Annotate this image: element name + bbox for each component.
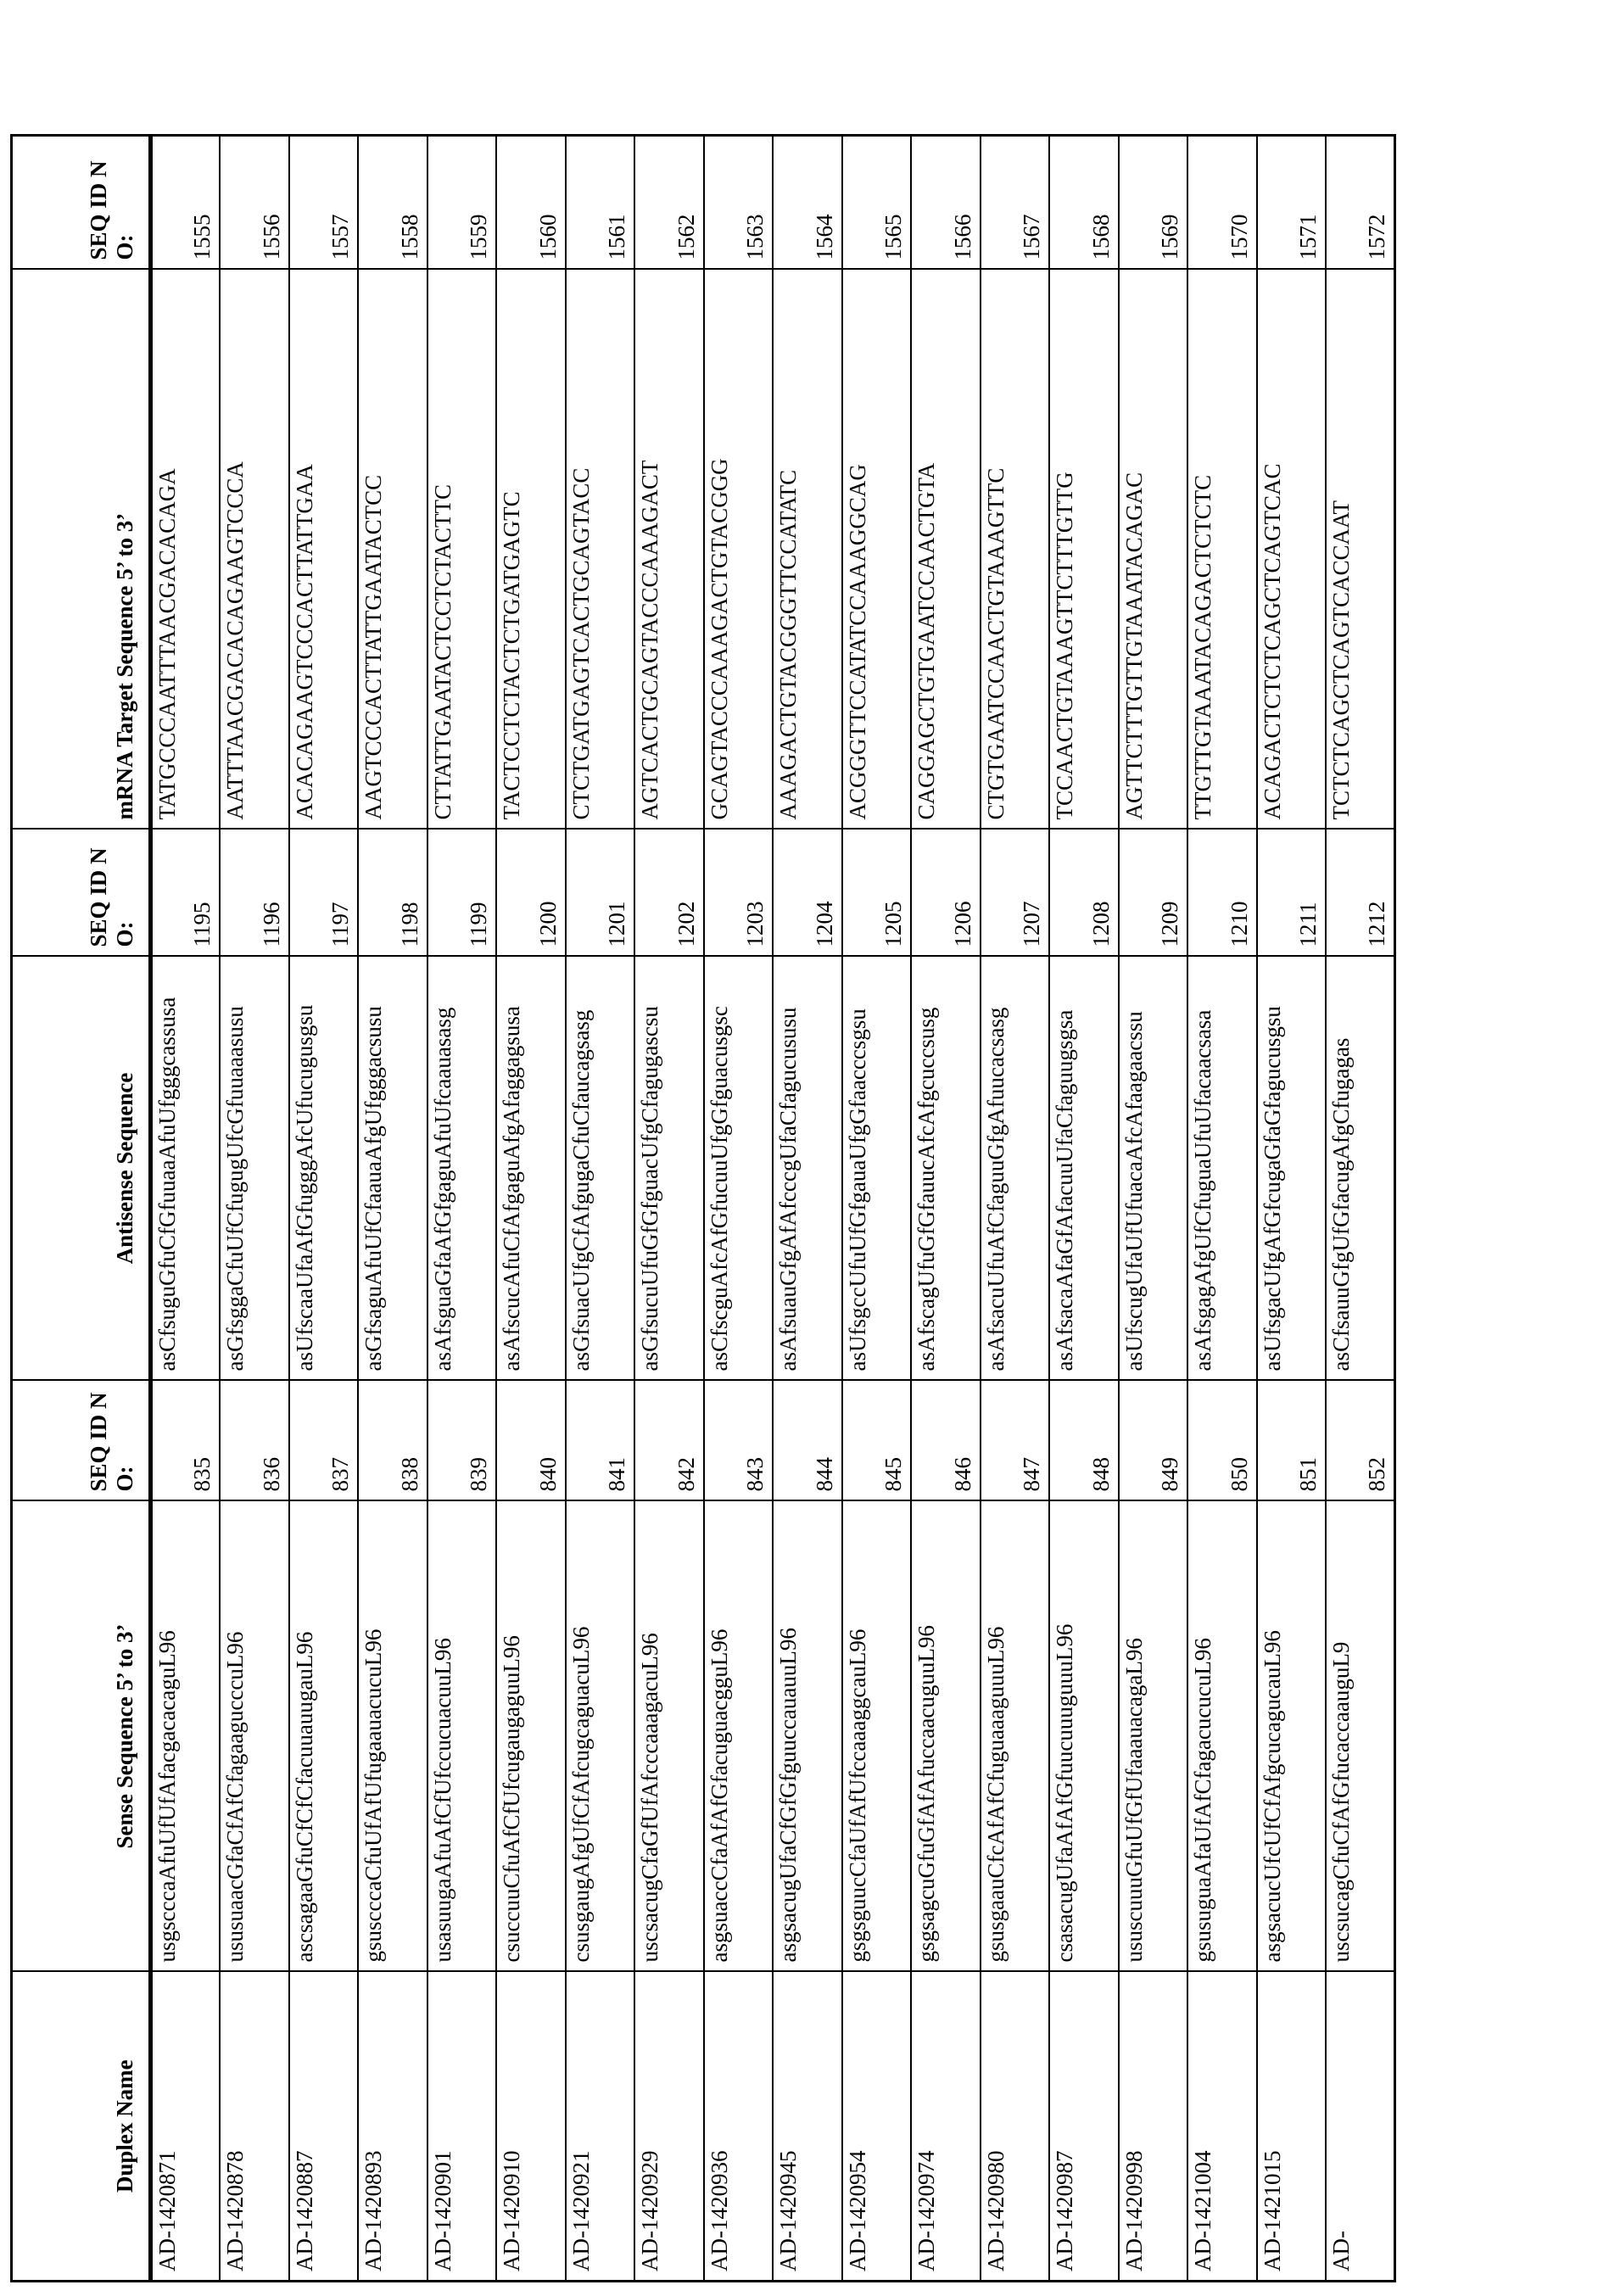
table-row bbox=[566, 136, 635, 2282]
antisense-sequence-cell: asUfscugUfaUfUfuacaAfcAfaagaacssu bbox=[1119, 957, 1188, 1381]
duplex-name-cell: AD-1420871 bbox=[151, 1972, 221, 2282]
table-row bbox=[911, 136, 981, 2282]
antisense-sequence-cell: asUfsgacUfgAfGfcugaGfaGfagucusgsu bbox=[1257, 957, 1327, 1381]
antisense-seq-id-cell: 1202 bbox=[634, 830, 704, 957]
header-seq-id-2: SEQ ID NO: bbox=[12, 830, 151, 957]
antisense-sequence-cell: asGfsaguAfuUfCfaauaAfgUfgggacsusu bbox=[358, 957, 427, 1381]
sense-sequence-cell: asgsacucUfcUfCfAfgcucagucauL96 bbox=[1257, 1501, 1327, 1972]
duplex-name-cell: AD-1420929 bbox=[634, 1972, 704, 2282]
duplex-name-cell: AD-1420987 bbox=[1049, 1972, 1119, 2282]
antisense-seq-id-cell: 1206 bbox=[911, 830, 981, 957]
antisense-sequence-cell: asAfsuauGfgAfAfcccgUfaCfagucususu bbox=[773, 957, 842, 1381]
mrna-target-cell: GCAGTACCCAAAGACTGTACGGG bbox=[704, 270, 774, 830]
antisense-sequence-cell: asGfsuacUfgCfAfgugaCfuCfaucagsasg bbox=[566, 957, 635, 1381]
antisense-sequence-cell: asUfsgccUfuUfGfgauaUfgGfaacccsgsu bbox=[842, 957, 912, 1381]
header-antisense-sequence: Antisense Sequence bbox=[12, 957, 151, 1381]
sense-seq-id-cell: 836 bbox=[220, 1381, 289, 1501]
sense-sequence-cell: gsgsagcuGfuGfAfAfuccaacuguuL96 bbox=[911, 1501, 981, 1972]
mrna-seq-id-cell: 1559 bbox=[427, 136, 497, 270]
table-row bbox=[358, 136, 427, 2282]
sense-seq-id-cell: 851 bbox=[1257, 1381, 1327, 1501]
table-row bbox=[1187, 136, 1257, 2282]
mrna-target-cell: TCCAACTGTAAAGTTCTTTGTTG bbox=[1049, 270, 1119, 830]
mrna-seq-id-cell: 1569 bbox=[1119, 136, 1188, 270]
duplex-name-cell: AD-1420893 bbox=[358, 1972, 427, 2282]
sense-seq-id-cell: 835 bbox=[151, 1381, 221, 1501]
antisense-sequence-cell: asUfscaaUfaAfGfugggAfcUfucugusgsu bbox=[289, 957, 359, 1381]
antisense-sequence-cell: asAfsacaAfaGfAfacuuUfaCfaguugsgsa bbox=[1049, 957, 1119, 1381]
sense-sequence-cell: gsusgaauCfcAfAfCfuguaaaguuuL96 bbox=[981, 1501, 1050, 1972]
sense-sequence-cell: csasacugUfaAfAfGfuucuuuguuuL96 bbox=[1049, 1501, 1119, 1972]
duplex-name-cell: AD-1420887 bbox=[289, 1972, 359, 2282]
mrna-target-cell: AAAGACTGTACGGGTTCCATATC bbox=[773, 270, 842, 830]
antisense-seq-id-cell: 1198 bbox=[358, 830, 427, 957]
mrna-target-cell: CAGGAGCTGTGAATCCAACTGTA bbox=[911, 270, 981, 830]
mrna-target-cell: AGTCACTGCAGTACCCAAAGACT bbox=[634, 270, 704, 830]
sense-seq-id-cell: 838 bbox=[358, 1381, 427, 1501]
header-seq-id-3: SEQ ID NO: bbox=[12, 136, 151, 270]
mrna-target-cell: TATGCCCAATTTAACGACACAGA bbox=[151, 270, 221, 830]
sense-seq-id-cell: 846 bbox=[911, 1381, 981, 1501]
table-row bbox=[704, 136, 774, 2282]
mrna-seq-id-cell: 1567 bbox=[981, 136, 1050, 270]
sense-seq-id-cell: 845 bbox=[842, 1381, 912, 1501]
duplex-name-cell: AD-1421004 bbox=[1187, 1972, 1257, 2282]
duplex-name-cell: AD-1420945 bbox=[773, 1972, 842, 2282]
antisense-sequence-cell: asAfsguaGfaAfGfgaguAfuUfcaauasasg bbox=[427, 957, 497, 1381]
sense-sequence-cell: usgscccaAfuUfUfAfacgacacaguL96 bbox=[151, 1501, 221, 1972]
sense-sequence-cell: gsusuguaAfaUfAfCfagacucucuL96 bbox=[1187, 1501, 1257, 1972]
mrna-seq-id-cell: 1557 bbox=[289, 136, 359, 270]
mrna-seq-id-cell: 1561 bbox=[566, 136, 635, 270]
duplex-name-cell: AD-1420910 bbox=[496, 1972, 566, 2282]
mrna-target-cell: TTGTTGTAAATACAGACTCTCTC bbox=[1187, 270, 1257, 830]
table-row bbox=[220, 136, 289, 2282]
sense-sequence-cell: asgsuaccCfaAfAfGfacuguacgguL96 bbox=[704, 1501, 774, 1972]
sense-seq-id-cell: 852 bbox=[1326, 1381, 1395, 1501]
mrna-seq-id-cell: 1560 bbox=[496, 136, 566, 270]
antisense-seq-id-cell: 1203 bbox=[704, 830, 774, 957]
mrna-seq-id-cell: 1563 bbox=[704, 136, 774, 270]
sense-seq-id-cell: 844 bbox=[773, 1381, 842, 1501]
table-body bbox=[151, 136, 1395, 2282]
mrna-target-cell: ACAGACTCTCTCAGCTCAGTCAC bbox=[1257, 270, 1327, 830]
mrna-seq-id-cell: 1562 bbox=[634, 136, 704, 270]
sequence-table bbox=[10, 134, 1396, 2282]
mrna-seq-id-cell: 1568 bbox=[1049, 136, 1119, 270]
mrna-seq-id-cell: 1558 bbox=[358, 136, 427, 270]
mrna-target-cell: AGTTCTTTGTTGTAAATACAGAC bbox=[1119, 270, 1188, 830]
mrna-seq-id-cell: 1566 bbox=[911, 136, 981, 270]
antisense-sequence-cell: asAfsacuUfuAfCfaguuGfgAfuucacsasg bbox=[981, 957, 1050, 1381]
sense-seq-id-cell: 841 bbox=[566, 1381, 635, 1501]
sense-seq-id-cell: 839 bbox=[427, 1381, 497, 1501]
mrna-target-cell: CTCTGATGAGTCACTGCAGTACC bbox=[566, 270, 635, 830]
antisense-sequence-cell: asCfsuguGfuCfGfuuaaAfuUfgggcassusa bbox=[151, 957, 221, 1381]
mrna-target-cell: CTTATTGAATACTCCTCTACTTC bbox=[427, 270, 497, 830]
table-row bbox=[427, 136, 497, 2282]
sense-sequence-cell: ascsagaaGfuCfCfCfacuuauugauL96 bbox=[289, 1501, 359, 1972]
mrna-seq-id-cell: 1564 bbox=[773, 136, 842, 270]
duplex-name-cell: AD-1420974 bbox=[911, 1972, 981, 2282]
table-row bbox=[289, 136, 359, 2282]
sense-sequence-cell: gsuscccaCfuUfAfUfugaauacucuL96 bbox=[358, 1501, 427, 1972]
table-row bbox=[842, 136, 912, 2282]
sense-sequence-cell: ususcuuuGfuUfGfUfaaauacagaL96 bbox=[1119, 1501, 1188, 1972]
sense-seq-id-cell: 847 bbox=[981, 1381, 1050, 1501]
antisense-sequence-cell: asAfscucAfuCfAfgaguAfgAfaggagsusa bbox=[496, 957, 566, 1381]
mrna-target-cell: ACGGGTTCCATATCCAAAGGCAG bbox=[842, 270, 912, 830]
sense-seq-id-cell: 840 bbox=[496, 1381, 566, 1501]
header-duplex-name: Duplex Name bbox=[12, 1972, 151, 2282]
antisense-sequence-cell: asGfsucuUfuGfGfguacUfgCfagugascsu bbox=[634, 957, 704, 1381]
duplex-name-cell: AD-1420980 bbox=[981, 1972, 1050, 2282]
antisense-seq-id-cell: 1205 bbox=[842, 830, 912, 957]
antisense-seq-id-cell: 1200 bbox=[496, 830, 566, 957]
mrna-seq-id-cell: 1565 bbox=[842, 136, 912, 270]
table-row bbox=[981, 136, 1050, 2282]
mrna-seq-id-cell: 1555 bbox=[151, 136, 221, 270]
antisense-seq-id-cell: 1199 bbox=[427, 830, 497, 957]
duplex-name-cell: AD-1420954 bbox=[842, 1972, 912, 2282]
header-seq-id-1: SEQ ID NO: bbox=[12, 1381, 151, 1501]
sense-sequence-cell: asgsacugUfaCfGfGfguuccauauuL96 bbox=[773, 1501, 842, 1972]
duplex-name-cell: AD- bbox=[1326, 1972, 1395, 2282]
sense-sequence-cell: csuccuuCfuAfCfUfcugaugaguuL96 bbox=[496, 1501, 566, 1972]
antisense-seq-id-cell: 1210 bbox=[1187, 830, 1257, 957]
duplex-name-cell: AD-1420921 bbox=[566, 1972, 635, 2282]
header-mrna-target: mRNA Target Sequence 5’ to 3’ bbox=[12, 270, 151, 830]
antisense-sequence-cell: asGfsggaCfuUfCfugugUfcGfuuaaasusu bbox=[220, 957, 289, 1381]
header-row bbox=[12, 136, 151, 2282]
table-row bbox=[496, 136, 566, 2282]
mrna-target-cell: AAGTCCCACTTATTGAATACTCC bbox=[358, 270, 427, 830]
sense-seq-id-cell: 837 bbox=[289, 1381, 359, 1501]
mrna-seq-id-cell: 1570 bbox=[1187, 136, 1257, 270]
antisense-seq-id-cell: 1207 bbox=[981, 830, 1050, 957]
mrna-target-cell: AATTTAACGACACAGAAGTCCCA bbox=[220, 270, 289, 830]
antisense-seq-id-cell: 1212 bbox=[1326, 830, 1395, 957]
antisense-seq-id-cell: 1201 bbox=[566, 830, 635, 957]
antisense-sequence-cell: asCfsauuGfgUfGfacugAfgCfugagas bbox=[1326, 957, 1395, 1381]
duplex-name-cell: AD-1421015 bbox=[1257, 1972, 1327, 2282]
antisense-seq-id-cell: 1209 bbox=[1119, 830, 1188, 957]
mrna-target-cell: TACTCCTCTACTCTGATGAGTC bbox=[496, 270, 566, 830]
table-row bbox=[1257, 136, 1327, 2282]
antisense-seq-id-cell: 1211 bbox=[1257, 830, 1327, 957]
mrna-target-cell: ACACAGAAGTCCCACTTATTGAA bbox=[289, 270, 359, 830]
table-row bbox=[1049, 136, 1119, 2282]
antisense-sequence-cell: asAfsgagAfgUfCfuguaUfuUfacaacsasa bbox=[1187, 957, 1257, 1381]
sense-sequence-cell: gsgsguucCfaUfAfUfccaaaggcauL96 bbox=[842, 1501, 912, 1972]
sense-seq-id-cell: 850 bbox=[1187, 1381, 1257, 1501]
antisense-seq-id-cell: 1197 bbox=[289, 830, 359, 957]
table-row bbox=[151, 136, 221, 2282]
antisense-seq-id-cell: 1208 bbox=[1049, 830, 1119, 957]
duplex-name-cell: AD-1420878 bbox=[220, 1972, 289, 2282]
mrna-seq-id-cell: 1571 bbox=[1257, 136, 1327, 270]
sense-seq-id-cell: 843 bbox=[704, 1381, 774, 1501]
mrna-seq-id-cell: 1572 bbox=[1326, 136, 1395, 270]
sense-seq-id-cell: 848 bbox=[1049, 1381, 1119, 1501]
sense-sequence-cell: uscsacugCfaGfUfAfcccaaagacuL96 bbox=[634, 1501, 704, 1972]
duplex-name-cell: AD-1420901 bbox=[427, 1972, 497, 2282]
mrna-target-cell: TCTCTCAGCTCAGTCACCAAT bbox=[1326, 270, 1395, 830]
table-row bbox=[1119, 136, 1188, 2282]
table-row bbox=[634, 136, 704, 2282]
table-row bbox=[773, 136, 842, 2282]
antisense-sequence-cell: asCfscguAfcAfGfucuuUfgGfguacusgsc bbox=[704, 957, 774, 1381]
sense-seq-id-cell: 849 bbox=[1119, 1381, 1188, 1501]
sense-sequence-cell: uscsucagCfuCfAfGfucaccaauguL9 bbox=[1326, 1501, 1395, 1972]
duplex-name-cell: AD-1420936 bbox=[704, 1972, 774, 2282]
rotated-page bbox=[0, 0, 1598, 2296]
table-row bbox=[1326, 136, 1395, 2282]
sense-sequence-cell: usasuugaAfuAfCfUfccucuacuuL96 bbox=[427, 1501, 497, 1972]
duplex-name-cell: AD-1420998 bbox=[1119, 1972, 1188, 2282]
sense-seq-id-cell: 842 bbox=[634, 1381, 704, 1501]
header-sense-sequence: Sense Sequence 5’ to 3’ bbox=[12, 1501, 151, 1972]
mrna-seq-id-cell: 1556 bbox=[220, 136, 289, 270]
sense-sequence-cell: ususuaacGfaCfAfCfagaagucccuL96 bbox=[220, 1501, 289, 1972]
antisense-sequence-cell: asAfscagUfuGfGfauucAfcAfgcuccsusg bbox=[911, 957, 981, 1381]
antisense-seq-id-cell: 1196 bbox=[220, 830, 289, 957]
antisense-seq-id-cell: 1204 bbox=[773, 830, 842, 957]
sense-sequence-cell: csusgaugAfgUfCfAfcugcaguacuL96 bbox=[566, 1501, 635, 1972]
antisense-seq-id-cell: 1195 bbox=[151, 830, 221, 957]
mrna-target-cell: CTGTGAATCCAACTGTAAAGTTC bbox=[981, 270, 1050, 830]
